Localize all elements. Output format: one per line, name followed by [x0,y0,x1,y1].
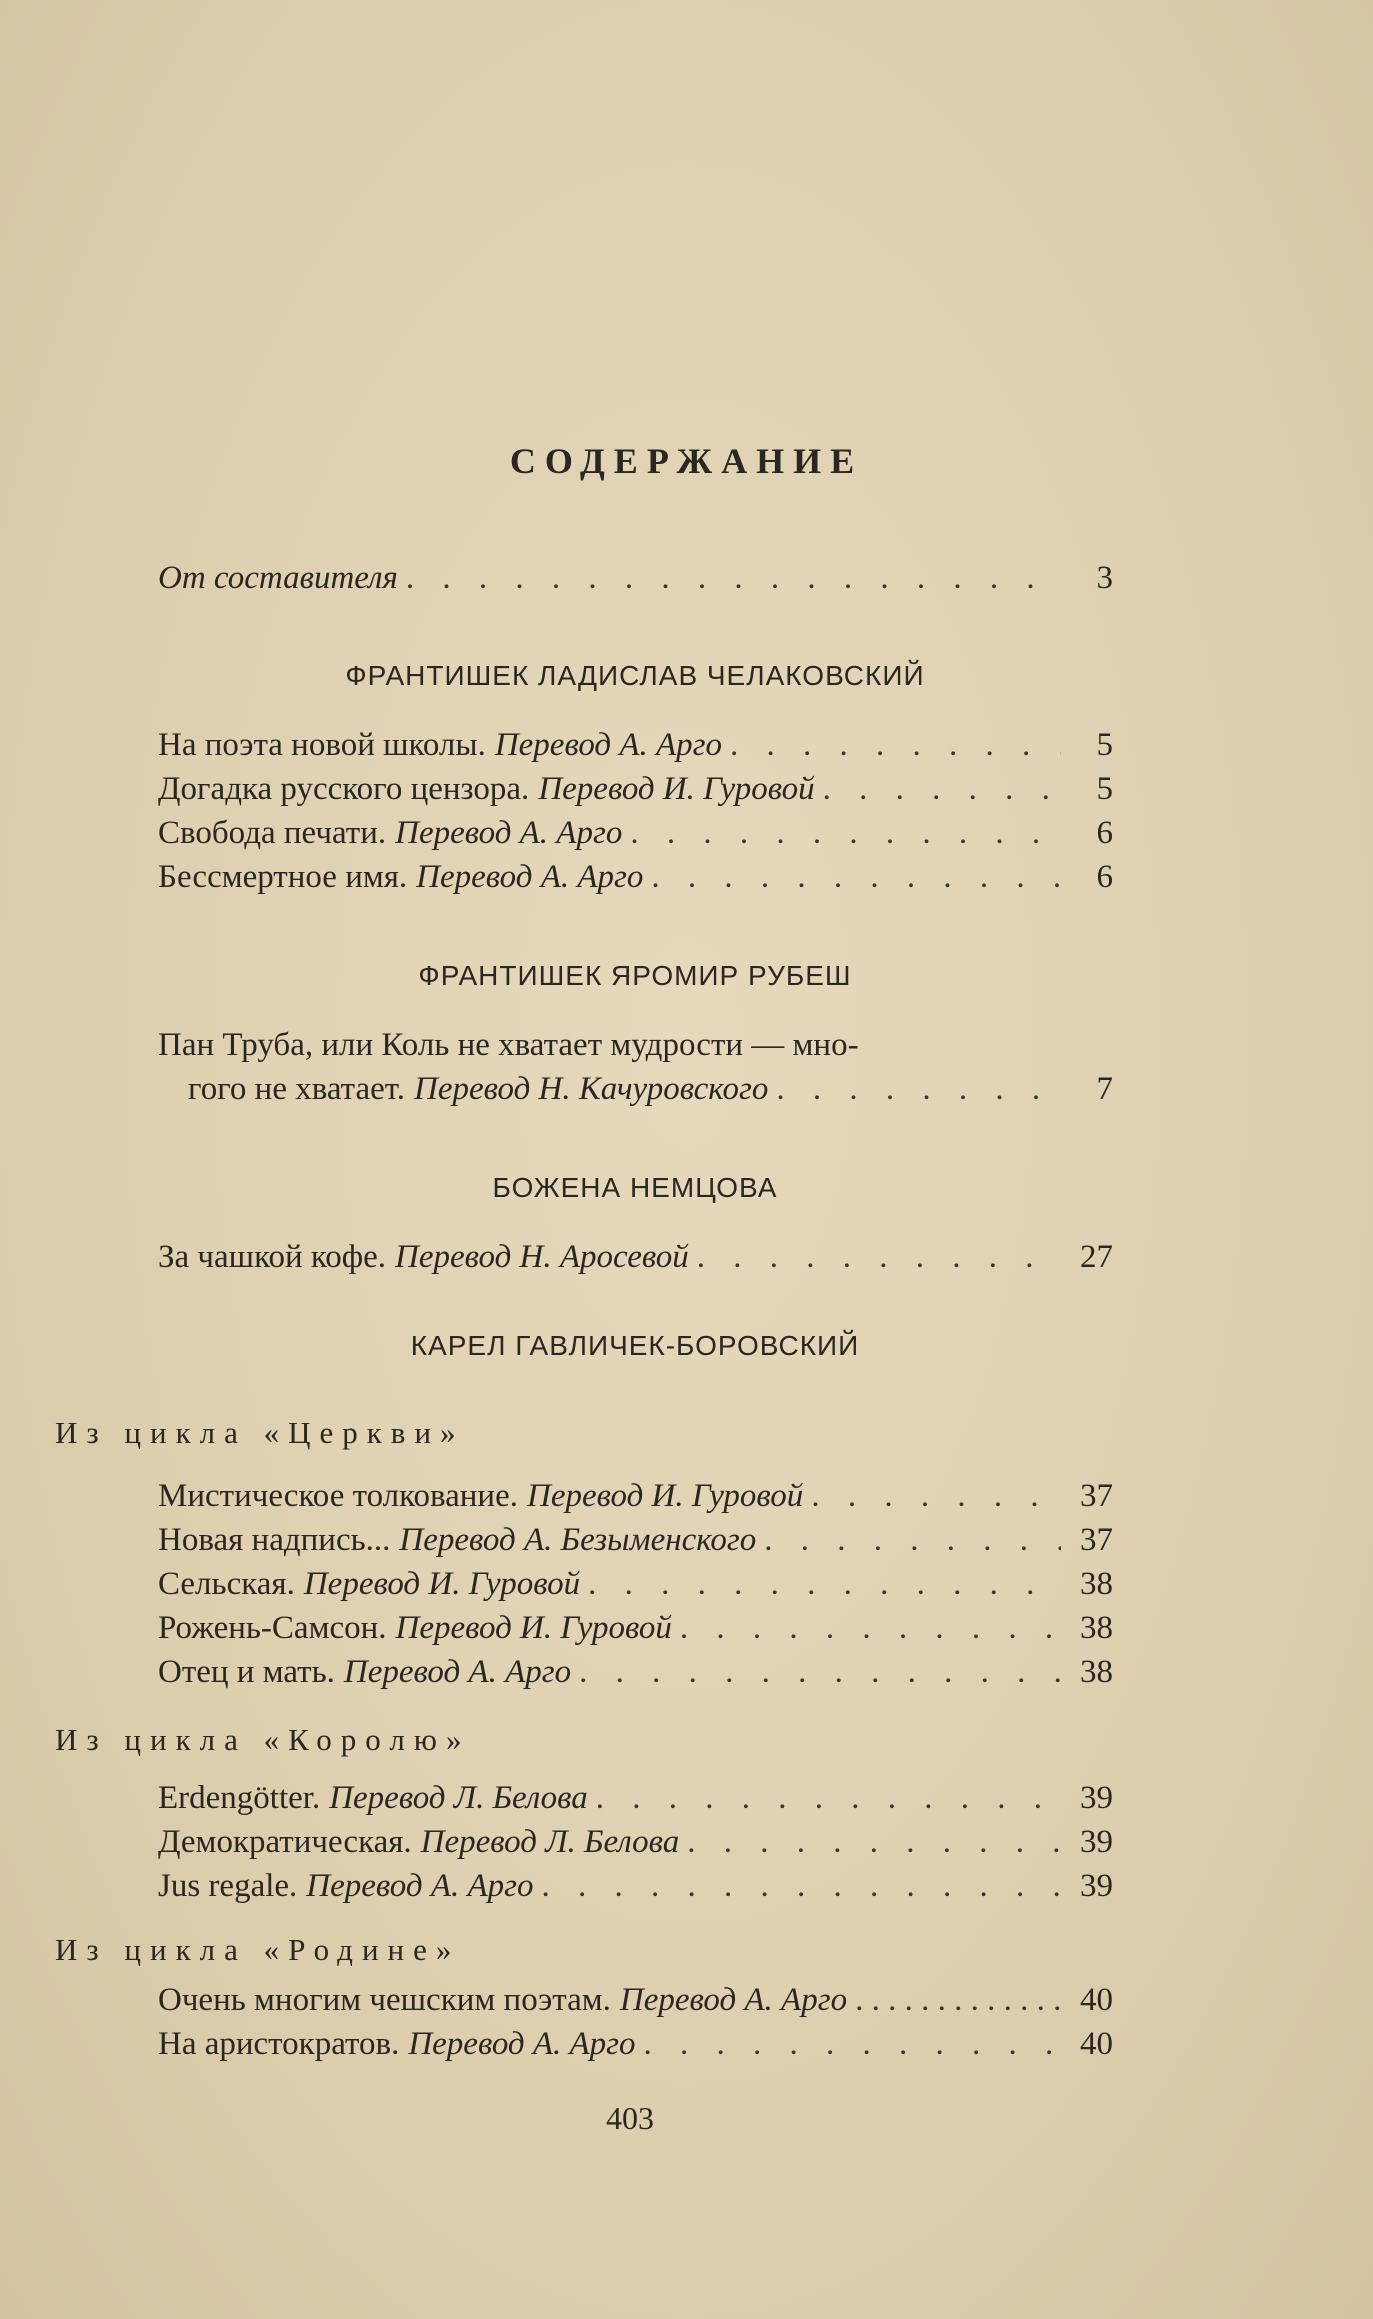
entry-title: гого не хватает. [188,1071,405,1107]
entry-translator: Перевод А. Арго [416,859,644,895]
author-heading: ФРАНТИШЕК ЛАДИСЛАВ ЧЕЛАКОВСКИЙ [345,660,925,691]
leader-dots [644,2021,1061,2067]
leader-dots [764,1517,1061,1563]
entry-translator: Перевод Л. Белова [329,1780,588,1816]
entry-translator: Перевод Н. Качуровского [413,1071,769,1107]
entry-translator: Перевод А. Арго [619,1982,848,2018]
author-heading: БОЖЕНА НЕМЦОВА [492,1172,778,1203]
leader-dots [811,1473,1061,1519]
toc-entry[interactable] [158,810,1113,856]
entry-title: Свобода печати. [158,815,387,851]
entry-translator: Перевод И. Гуровой [395,1610,672,1646]
entry-translator: Перевод А. Безыменского [399,1522,757,1558]
toc-entry[interactable] [188,1066,1113,1112]
entry-title: Очень многим чешским поэтам. [158,1982,611,2018]
entry-page: 6 [1096,859,1113,895]
toc-entry[interactable] [158,1775,1113,1821]
leader-dots [680,1605,1061,1651]
entry-title: Новая надпись... [158,1522,391,1558]
leader-dots [687,1819,1061,1865]
entry-translator: Перевод И. Гуровой [538,771,815,807]
entry-page: 27 [1080,1239,1113,1275]
leader-dots [823,766,1061,812]
entry-translator: Перевод Л. Белова [420,1824,680,1860]
leader-dots [596,1775,1061,1821]
leader-dots [776,1066,1061,1112]
toc-entry[interactable] [158,1863,1113,1909]
cycle-heading: Из цикла «Королю» [55,1722,471,1757]
toc-entry[interactable] [158,1561,1113,1607]
toc-entry[interactable] [158,1977,1113,2023]
entry-page: 40 [1080,2026,1113,2062]
toc-entry[interactable] [158,2021,1113,2067]
entry-translator: Перевод А. Арго [494,727,723,763]
toc-entry[interactable] [158,1649,1113,1695]
entry-title: Бессмертное имя. [158,859,408,895]
entry-title: Jus regale. [158,1868,298,1904]
entry-title: Рожень-Самсон. [158,1610,387,1646]
entry-title: Догадка русского цензора. [158,771,530,807]
entry-page: 5 [1096,727,1113,763]
entry-page: 6 [1096,815,1113,851]
cycle-heading: Из цикла «Церкви» [55,1415,465,1450]
entry-title: На поэта новой школы. [158,727,486,763]
entry-title: Демократическая. [158,1824,412,1860]
leader-dots [855,1977,1061,2023]
entry-title: Отец и мать. [158,1654,335,1690]
entry-page: 37 [1080,1522,1113,1558]
toc-entry-preface[interactable] [158,555,1113,601]
entry-page: 38 [1080,1610,1113,1646]
entry-page: 3 [1096,560,1113,596]
entry-translator: Перевод И. Гуровой [303,1566,581,1602]
entry-translator: Перевод А. Арго [306,1868,534,1904]
toc-entry[interactable] [158,854,1113,900]
toc-entry[interactable] [158,766,1113,812]
entry-title: Erdengötter. [158,1780,321,1816]
entry-translator: Перевод А. Арго [395,815,623,851]
leader-dots [630,810,1061,856]
toc-entry[interactable] [158,1819,1113,1865]
leader-dots [579,1649,1061,1695]
entry-page: 37 [1080,1478,1113,1514]
entry-page: 38 [1080,1566,1113,1602]
entry-page: 38 [1080,1654,1113,1690]
leader-dots [651,854,1061,900]
entry-title: На аристократов. [158,2026,400,2062]
leader-dots [542,1863,1061,1909]
page-number: 403 [606,2100,654,2136]
entry-page: 39 [1080,1780,1113,1816]
leader-dots [406,555,1061,601]
author-heading: КАРЕЛ ГАВЛИЧЕК-БОРОВСКИЙ [410,1330,860,1361]
toc-entry[interactable] [158,1517,1113,1563]
entry-translator: Перевод А. Арго [408,2026,636,2062]
author-heading: ФРАНТИШЕК ЯРОМИР РУБЕШ [418,960,852,991]
entry-page: 39 [1080,1824,1113,1860]
entry-page: 40 [1080,1982,1113,2018]
entry-page: 39 [1080,1868,1113,1904]
toc-entry[interactable] [158,722,1113,768]
entry-title: От составителя [158,560,398,596]
entry-page: 5 [1096,771,1113,807]
entry-title-line: Пан Труба, или Коль не хватает мудрости — мно- [158,1027,859,1063]
cycle-heading: Из цикла «Родине» [55,1932,461,1967]
entry-page: 7 [1096,1071,1113,1107]
toc-entry[interactable] [158,1605,1113,1651]
entry-title: Сельская. [158,1566,295,1602]
toc-entry[interactable] [158,1473,1113,1519]
page-title: СОДЕРЖАНИЕ [509,441,864,481]
leader-dots [588,1561,1061,1607]
entry-title: Мистическое толкование. [158,1478,518,1514]
leader-dots [697,1234,1061,1280]
toc-entry[interactable] [158,1234,1113,1280]
entry-title: За чашкой кофе. [158,1239,386,1275]
entry-translator: Перевод А. Арго [343,1654,572,1690]
leader-dots [730,722,1061,768]
entry-translator: Перевод И. Гуровой [527,1478,804,1514]
entry-translator: Перевод Н. Аросевой [395,1239,689,1275]
